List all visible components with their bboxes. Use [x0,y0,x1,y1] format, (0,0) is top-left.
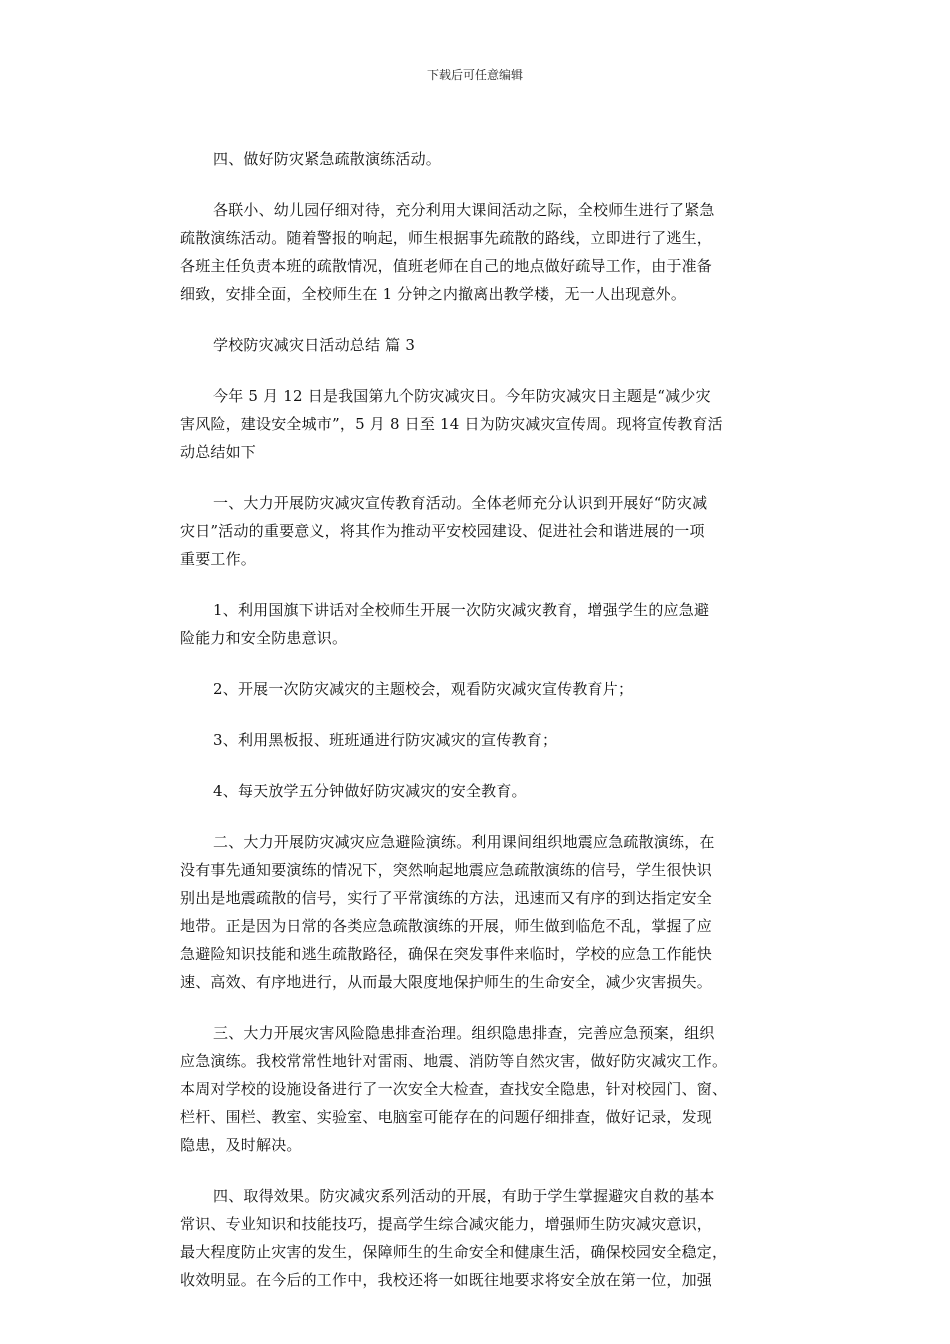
paragraph [180,1019,772,1159]
paragraph-line: 学校防灾减灾日活动总结 篇 3 [213,336,416,354]
paragraph-line: 地带。正是因为日常的各类应急疏散演练的开展，师生做到临危不乱，掌握了应 [180,917,713,935]
paragraph-line: 害风险，建设安全城市”，5 月 8 日至 14 日为防灾减灾宣传周。现将宣传教育活 [180,415,723,433]
paragraph-gap [180,805,772,828]
paragraph-line: 四、取得效果。防灾减灾系列活动的开展，有助于学生掌握避灾自救的基本 [213,1187,715,1205]
paragraph-line: 一、大力开展防灾减灾宣传教育活动。全体老师充分认识到开展好“防灾减 [213,494,708,512]
paragraph [180,489,772,573]
paragraph-line: 本周对学校的设施设备进行了一次安全大检查，查找安全隐患，针对校园门、窗、 [180,1080,728,1098]
paragraph-line: 三、大力开展灾害风险隐患排查治理。组织隐患排查，完善应急预案，组织 [213,1024,715,1042]
paragraph-line: 隐患，及时解决。 [180,1136,302,1154]
paragraph-line: 重要工作。 [180,550,257,568]
paragraph-gap [180,466,772,489]
paragraph-line: 各联小、幼儿园仔细对待，充分利用大课间活动之际，全校师生进行了紧急 [213,201,715,219]
paragraph-gap [180,996,772,1019]
paragraph-gap [180,359,772,382]
paragraph-line: 动总结如下 [180,443,257,461]
paragraph-line: 急避险知识技能和逃生疏散路径，确保在突发事件来临时，学校的应急工作能快 [180,945,713,963]
paragraph [180,196,772,308]
paragraph-line: 2、开展一次防灾减灾的主题校会，观看防灾减灾宣传教育片； [213,680,634,698]
document-body [180,145,772,1294]
paragraph-line: 1、利用国旗下讲话对全校师生开展一次防灾减灾教育，增强学生的应急避 [213,601,710,619]
paragraph [180,596,772,652]
paragraph [180,726,772,754]
paragraph-gap [180,173,772,196]
paragraph-line: 疏散演练活动。随着警报的响起，师生根据事先疏散的路线，立即进行了逃生， [180,229,713,247]
paragraph-line: 细致，安排全面，全校师生在 1 分钟之内撤离出教学楼，无一人出现意外。 [180,285,687,303]
paragraph-line: 灾日”活动的重要意义，将其作为推动平安校园建设、促进社会和谐进展的一项 [180,522,705,540]
paragraph [180,331,772,359]
paragraph-gap [180,703,772,726]
paragraph-line: 最大程度防止灾害的发生，保障师生的生命安全和健康生活，确保校园安全稳定， [180,1243,728,1261]
paragraph-gap [180,754,772,777]
paragraph-line: 收效明显。在今后的工作中，我校还将一如既往地要求将安全放在第一位，加强 [180,1271,713,1289]
paragraph-gap [180,1159,772,1182]
paragraph-line: 栏杆、围栏、教室、实验室、电脑室可能存在的问题仔细排查，做好记录，发现 [180,1108,713,1126]
paragraph-gap [180,308,772,331]
paragraph-line: 3、利用黑板报、班班通进行防灾减灾的宣传教育； [213,731,558,749]
paragraph-gap [180,573,772,596]
paragraph-line: 四、做好防灾紧急疏散演练活动。 [213,150,442,168]
paragraph-gap [180,652,772,675]
paragraph [180,777,772,805]
paragraph-line: 速、高效、有序地进行，从而最大限度地保护师生的生命安全，减少灾害损失。 [180,973,713,991]
paragraph-line: 各班主任负责本班的疏散情况，值班老师在自己的地点做好疏导工作，由于准备 [180,257,713,275]
header-note: 下载后可任意编辑 [426,68,523,82]
paragraph-line: 应急演练。我校常常性地针对雷雨、地震、消防等自然灾害，做好防灾减灾工作。 [180,1052,728,1070]
paragraph [180,675,772,703]
paragraph [180,382,772,466]
paragraph-line: 没有事先通知要演练的情况下，突然响起地震应急疏散演练的信号，学生很快识 [180,861,713,879]
paragraph-line: 二、大力开展防灾减灾应急避险演练。利用课间组织地震应急疏散演练，在 [213,833,715,851]
paragraph-line: 险能力和安全防患意识。 [180,629,348,647]
paragraph-line: 今年 5 月 12 日是我国第九个防灾减灾日。今年防灾减灾日主题是“减少灾 [213,387,711,405]
paragraph [180,145,772,173]
paragraph-line: 常识、专业知识和技能技巧，提高学生综合减灾能力，增强师生防灾减灾意识， [180,1215,713,1233]
paragraph-line: 4、每天放学五分钟做好防灾减灾的安全教育。 [213,782,527,800]
paragraph [180,828,772,996]
paragraph-line: 别出是地震疏散的信号，实行了平常演练的方法，迅速而又有序的到达指定安全 [180,889,713,907]
paragraph [180,1182,772,1294]
